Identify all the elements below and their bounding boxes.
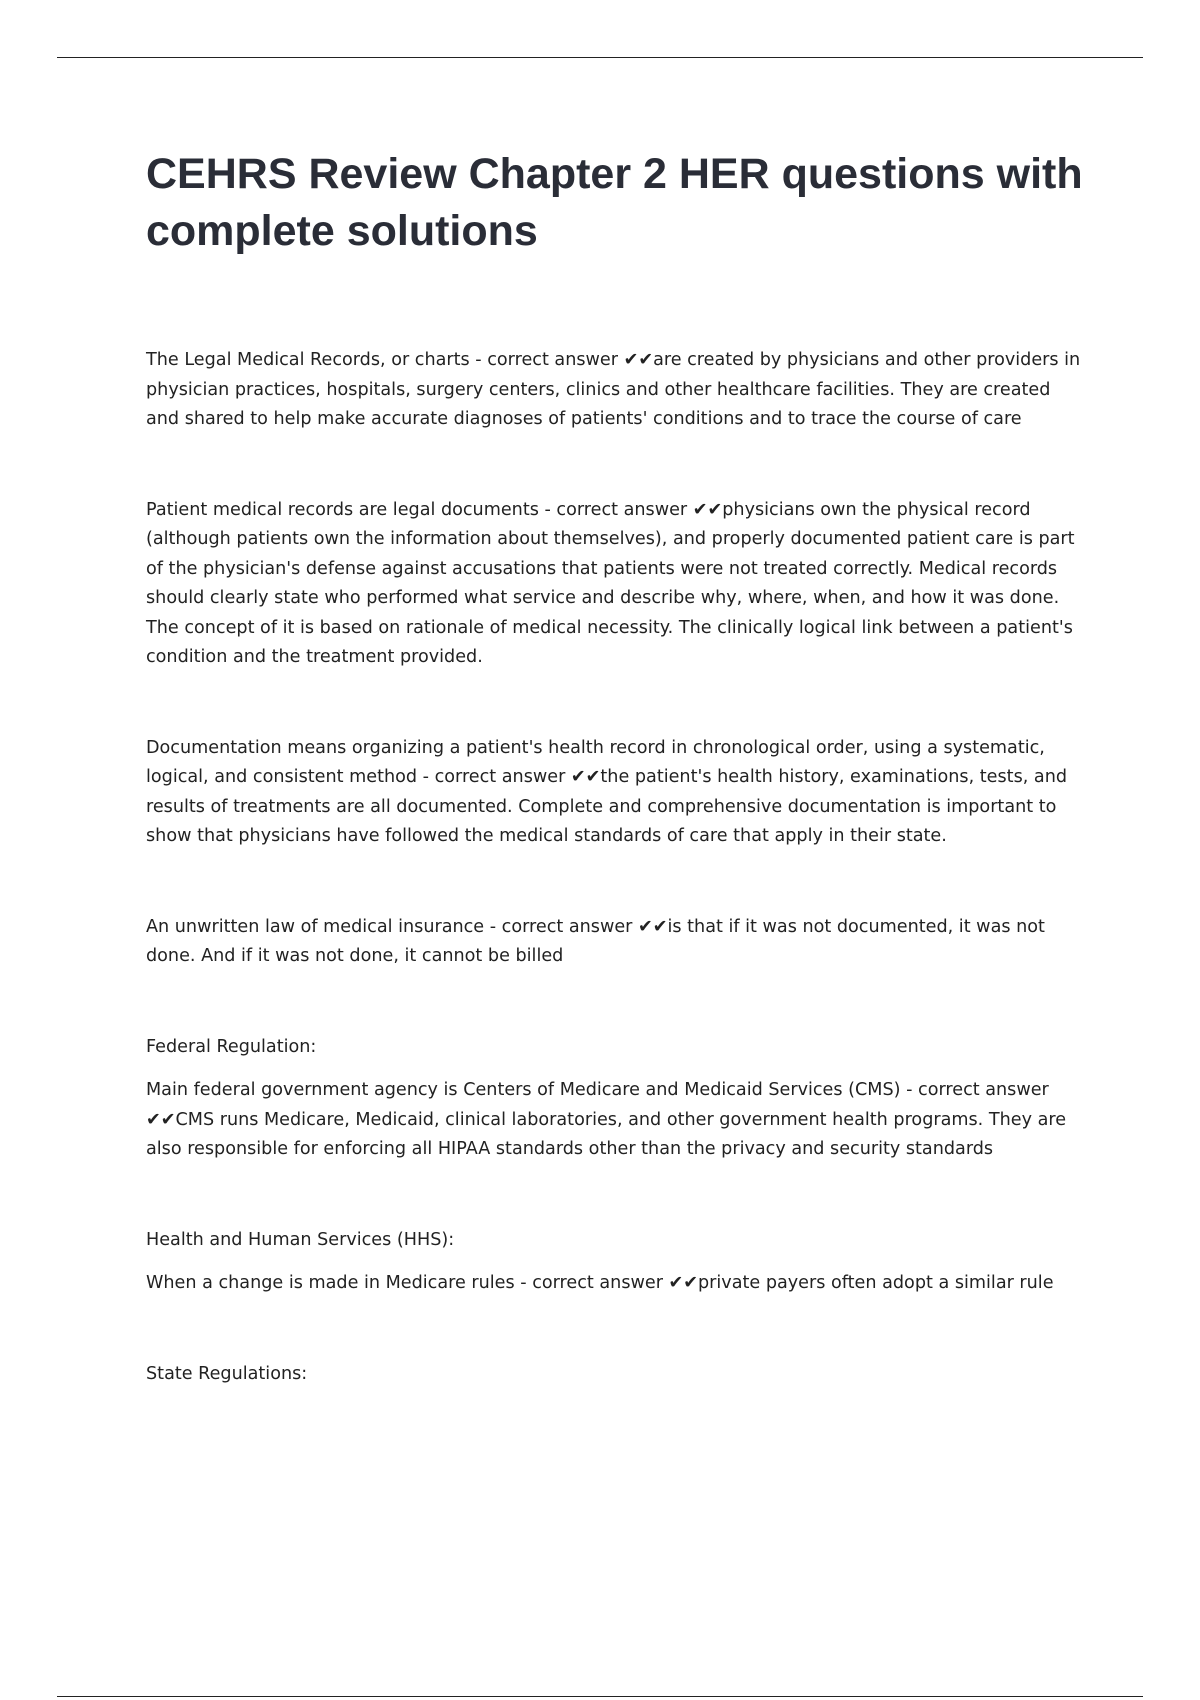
answer-text: are created by physicians and other providers in physician practices, hospitals, surgery centers, clinics and other healthcare facilities. They are created and shared to help make accurate diagnoses of patients' conditions and to trace the course of care bbox=[146, 350, 1081, 429]
question-text: Patient medical records are legal documents bbox=[146, 499, 539, 520]
qa-entry-2 bbox=[146, 496, 1086, 673]
question-text: When a change is made in Medicare rules bbox=[146, 1273, 515, 1293]
check-mark-icon: ✔✔ bbox=[623, 350, 654, 370]
section-label-state-regulations: State Regulations: bbox=[146, 1363, 308, 1384]
document-title: CEHRS Review Chapter 2 HER questions with complete solutions bbox=[146, 150, 1083, 255]
check-mark-icon: ✔✔ bbox=[692, 499, 723, 520]
qa-entry-3 bbox=[146, 734, 1086, 852]
check-mark-icon: ✔✔ bbox=[570, 767, 601, 787]
question-text: The Legal Medical Records, or charts bbox=[146, 350, 470, 370]
question-text: Main federal government agency is Centers of Medicare and Medicaid Services (CMS) bbox=[146, 1080, 901, 1100]
check-mark-icon: ✔✔ bbox=[146, 1109, 176, 1130]
qa-entry-4 bbox=[146, 913, 1086, 972]
qa-entry-1 bbox=[146, 346, 1086, 435]
correct-answer-separator: - correct answer bbox=[469, 350, 624, 370]
answer-text: CMS runs Medicare, Medicaid, clinical laboratories, and other government health programs. They are also responsible for enforcing all HIPAA standards other than the privacy and security standards bbox=[146, 1109, 1067, 1159]
check-mark-icon: ✔✔ bbox=[668, 1273, 699, 1293]
correct-answer-separator: - correct answer bbox=[538, 499, 693, 520]
correct-answer-separator: - correct answer bbox=[417, 767, 571, 787]
answer-text: the patient's health history, examinations, tests, and results of treatments are all documented. Complete and comprehensive documentation is important to show that physicians have followed the medical standards of care that apply in their state. bbox=[146, 767, 1068, 846]
check-mark-icon: ✔✔ bbox=[638, 916, 668, 937]
qa-entry-federal bbox=[146, 1076, 1086, 1165]
answer-text: private payers often adopt a similar rule bbox=[698, 1273, 1054, 1293]
question-text: Documentation means organizing a patient's health record in chronological order, using a systematic, logical, and consistent method bbox=[146, 737, 1045, 787]
correct-answer-separator: - correct answer bbox=[514, 1273, 669, 1293]
answer-text: is that if it was not documented, it was not done. And if it was not done, it cannot be billed bbox=[146, 916, 1045, 966]
top-rule bbox=[57, 57, 1143, 58]
correct-answer-separator: - correct answer bbox=[900, 1080, 1049, 1100]
qa-entry-hhs bbox=[146, 1269, 1086, 1299]
document-body bbox=[146, 146, 1086, 1403]
correct-answer-separator: - correct answer bbox=[484, 916, 639, 937]
answer-text: physicians own the physical record (although patients own the information about themselves), and properly documented patient care is part of the physician's defense against accusations that patients were not treated correctly. Medical records should clearly state who performed what service and describe why, where, when, and how it was done. The concept of it is based on rationale of medical necessity. The clinically logical link between a patient's condition and the treatment provided. bbox=[146, 499, 1075, 667]
section-label-hhs: Health and Human Services (HHS): bbox=[146, 1229, 455, 1250]
bottom-rule bbox=[57, 1696, 1143, 1697]
question-text: An unwritten law of medical insurance bbox=[146, 916, 485, 937]
section-label-federal-regulation: Federal Regulation: bbox=[146, 1036, 317, 1057]
